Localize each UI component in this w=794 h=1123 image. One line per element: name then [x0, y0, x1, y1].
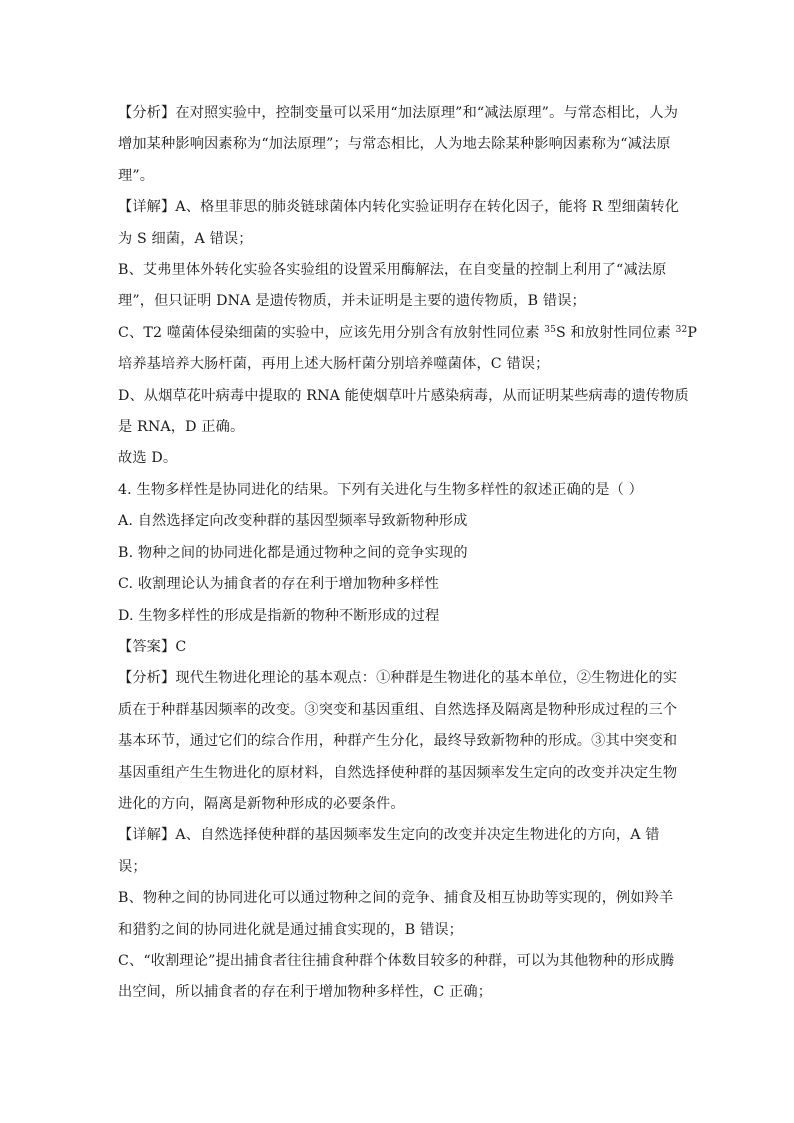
analysis-paragraph-1-line-1: 【分析】在对照实验中，控制变量可以采用“加法原理”和“减法原理”。与常态相比，人为 [118, 105, 679, 121]
detail-option-d-line-2: 是 RNA，D 正确。 [118, 419, 245, 436]
question-4-option-c: C. 收割理论认为捕食者的存在利于增加物种多样性 [118, 576, 439, 593]
detail-paragraph-2-line-5: C、“收割理论”提出捕食者往往捕食种群个体数目较多的种群，可以为其他物种的形成腾 [118, 952, 675, 969]
detail-paragraph-2-line-2: 误； [118, 858, 147, 875]
detail-paragraph-2-line-4: 和猎豹之间的协同进化就是通过捕食实现的，B 错误； [118, 921, 463, 938]
analysis-paragraph-2-line-5: 进化的方向，隔离是新物种形成的必要条件。 [118, 795, 405, 812]
answer-tag: 【答案】 [118, 638, 176, 655]
question-4-option-d: D. 生物多样性的形成是指新的物种不断形成的过程 [118, 607, 440, 624]
detail-tag: 【详解】 [118, 199, 176, 216]
detail-option-c-line-1: C、T2 噬菌体侵染细菌的实验中，应该先用分别含有放射性同位素 $^{35}$S 和放射性同位素 $^{32}$P [118, 324, 698, 341]
analysis-paragraph-2-line-4: 基因重组产生生物进化的原材料，自然选择使种群的基因频率发生定向的改变并决定生物 [118, 764, 678, 781]
detail-paragraph-2-line-6: 出空间，所以捕食者的存在利于增加物种多样性，C 正确； [118, 984, 493, 1001]
isotope-32-sup: 32 [675, 324, 688, 335]
detail-paragraph-1-line-1: 【详解】A、格里菲思的肺炎链球菌体内转化实验证明存在转化因子，能将 R 型细菌转化 [118, 199, 680, 216]
question-4-stem: 4. 生物多样性是协同进化的结果。下列有关进化与生物多样性的叙述正确的是（ ） [118, 481, 643, 498]
document-page [118, 98, 698, 1009]
analysis-tag: 【分析】 [118, 670, 176, 687]
detail-paragraph-1-line-3: B、艾弗里体外转化实验各实验组的设置采用酶解法，在自变量的控制上利用了“减法原 [118, 262, 667, 279]
analysis-paragraph-1-line-2: 增加某种影响因素称为“加法原理”；与常态相比，人为地去除某种影响因素称为“减法原 [118, 136, 671, 153]
analysis-paragraph-2-line-3: 基本环节，通过它们的综合作用，种群产生分化，最终导致新物种的形成。③其中突变和 [118, 733, 678, 750]
detail-option-c-line-2: 培养基培养大肠杆菌，再用上述大肠杆菌分别培养噬菌体，C 错误； [118, 356, 550, 373]
question-4-option-a: A. 自然选择定向改变种群的基因型频率导致新物种形成 [118, 513, 468, 530]
analysis-paragraph-2-line-2: 质在于种群基因频率的改变。③突变和基因重组、自然选择及隔离是物种形成过程的三个 [118, 701, 678, 718]
answer-line [118, 632, 678, 663]
isotope-35-sup: 35 [544, 324, 556, 335]
choose-answer-line: 故选 D。 [118, 450, 178, 467]
detail-option-d-line-1: D、从烟草花叶病毒中提取的 RNA 能使烟草叶片感染病毒，从而证明某些病毒的遗传物质 [118, 387, 689, 404]
detail-tag: 【详解】 [118, 827, 176, 844]
detail-paragraph-1-line-4: 理”，但只证明 DNA 是遗传物质，并未证明是主要的遗传物质，B 错误； [118, 293, 586, 310]
detail-paragraph-2-line-1: 【详解】A、自然选择使种群的基因频率发生定向的改变并决定生物进化的方向，A 错 [118, 827, 660, 844]
analysis-paragraph-2-line-1: 【分析】现代生物进化理论的基本观点：①种群是生物进化的基本单位，②生物进化的实 [118, 670, 678, 687]
analysis-paragraph-1-line-3: 理”。 [118, 167, 155, 184]
question-4-option-b: B. 物种之间的协同进化都是通过物种之间的竞争实现的 [118, 544, 468, 561]
answer-value: C [175, 638, 187, 655]
detail-paragraph-1-line-2: 为 S 细菌，A 错误； [118, 230, 253, 247]
analysis-tag: 【分析】 [118, 105, 176, 121]
detail-paragraph-2-line-3: B、物种之间的协同进化可以通过物种之间的竞争、捕食及相互协助等实现的，例如羚羊 [118, 890, 674, 907]
